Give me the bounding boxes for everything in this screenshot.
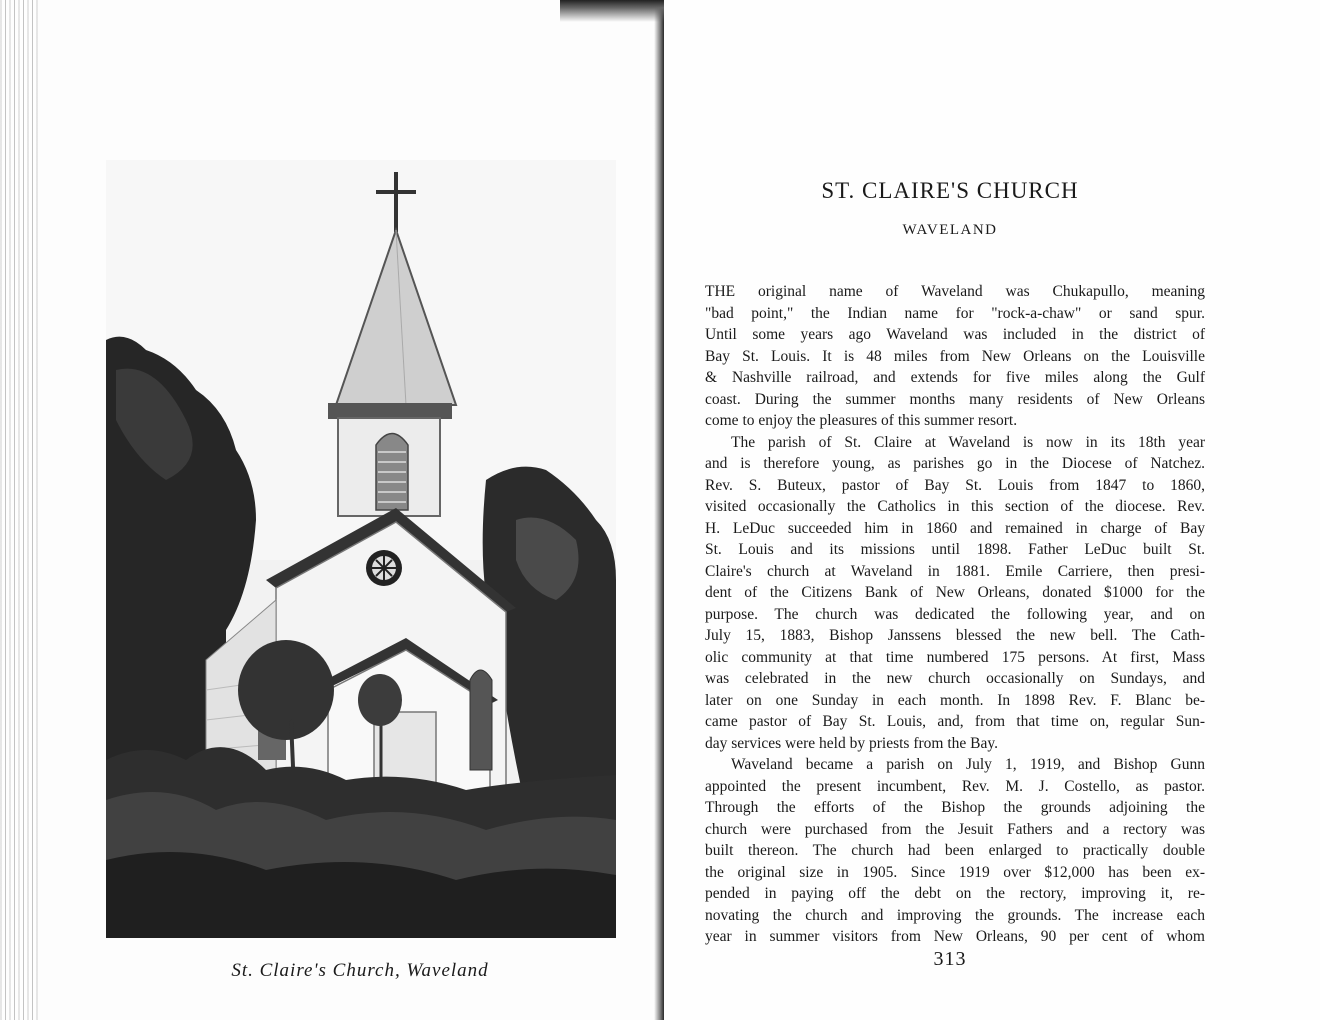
chapter-subtitle: WAVELAND [902, 222, 998, 238]
text-line: H. LeDuc succeeded him in 1860 and remained in charge of Bay [705, 519, 1205, 537]
text-line: olic community at that time numbered 175 persons. At first, Mass [705, 648, 1205, 666]
text-line: appointed the present incumbent, Rev. M. J. Costello, as pastor. [705, 777, 1205, 795]
text-line: dent of the Citizens Bank of New Orleans, donated $1000 for the [705, 584, 1205, 601]
text-line: July 15, 1883, Bishop Janssens blessed the new bell. The Cath- [705, 627, 1205, 644]
text-line: and is therefore young, as parishes go in the Diocese of Natchez. [705, 455, 1205, 472]
text-line: The parish of St. Claire at Waveland is now in its 18th year [731, 433, 1205, 451]
text-line: church were purchased from the Jesuit Fathers and a rectory was [705, 820, 1205, 838]
photo-caption: St. Claire's Church, Waveland [231, 960, 489, 981]
text-line: was celebrated in the new church occasionally on Sundays, and [705, 670, 1205, 687]
lead-word: THE [705, 283, 736, 300]
text-line: & Nashville railroad, and extends for five miles along the Gulf [705, 369, 1205, 386]
text-line: day services were held by priests from the Bay. [705, 734, 998, 752]
text-line: coast. During the summer months many residents of New Orleans [705, 390, 1205, 408]
text-line: built thereon. The church had been enlarged to practically double [705, 842, 1205, 859]
text-line: Waveland became a parish on July 1, 1919, and Bishop Gunn [731, 756, 1205, 773]
text-line: "bad point," the Indian name for "rock-a-chaw" or sand spur. [705, 304, 1205, 322]
text-line: Through the efforts of the Bishop the grounds adjoining the [705, 799, 1205, 816]
text-line: came pastor of Bay St. Louis, and, from that time on, regular Sun- [705, 713, 1205, 730]
church-photograph [106, 160, 616, 938]
text-line: Bay St. Louis. It is 48 miles from New Orleans on the Louisville [705, 347, 1205, 365]
text-line: novating the church and improving the grounds. The increase each [705, 906, 1205, 924]
text-line: pended in paying off the debt on the rectory, improving it, re- [705, 885, 1205, 902]
page-number: 313 [933, 948, 967, 970]
text-line: purpose. The church was dedicated the following year, and on [705, 605, 1205, 623]
page-edges [0, 0, 38, 1020]
text-line: THE original name of Waveland was Chukapullo, meaning [705, 283, 1205, 300]
text-line: Until some years ago Waveland was included in the district of [705, 326, 1205, 343]
text-line: Rev. S. Buteux, pastor of Bay St. Louis from 1847 to 1860, [705, 476, 1205, 494]
text-line: St. Louis and its missions until 1898. Father LeDuc built St. [705, 541, 1205, 558]
body-text [705, 281, 1205, 948]
text-line: Claire's church at Waveland in 1881. Emile Carriere, then presi- [705, 562, 1205, 580]
text-line: year in summer visitors from New Orleans, 90 per cent of whom [705, 928, 1205, 945]
text-line: visited occasionally the Catholics in this section of the diocese. Rev. [705, 498, 1205, 515]
text-line: come to enjoy the pleasures of this summer resort. [705, 412, 1018, 429]
text-line: later on one Sunday in each month. In 1898 Rev. F. Blanc be- [705, 691, 1205, 709]
text-line: the original size in 1905. Since 1919 over $12,000 has been ex- [705, 863, 1205, 881]
chapter-title: ST. CLAIRE'S CHURCH [821, 178, 1079, 203]
